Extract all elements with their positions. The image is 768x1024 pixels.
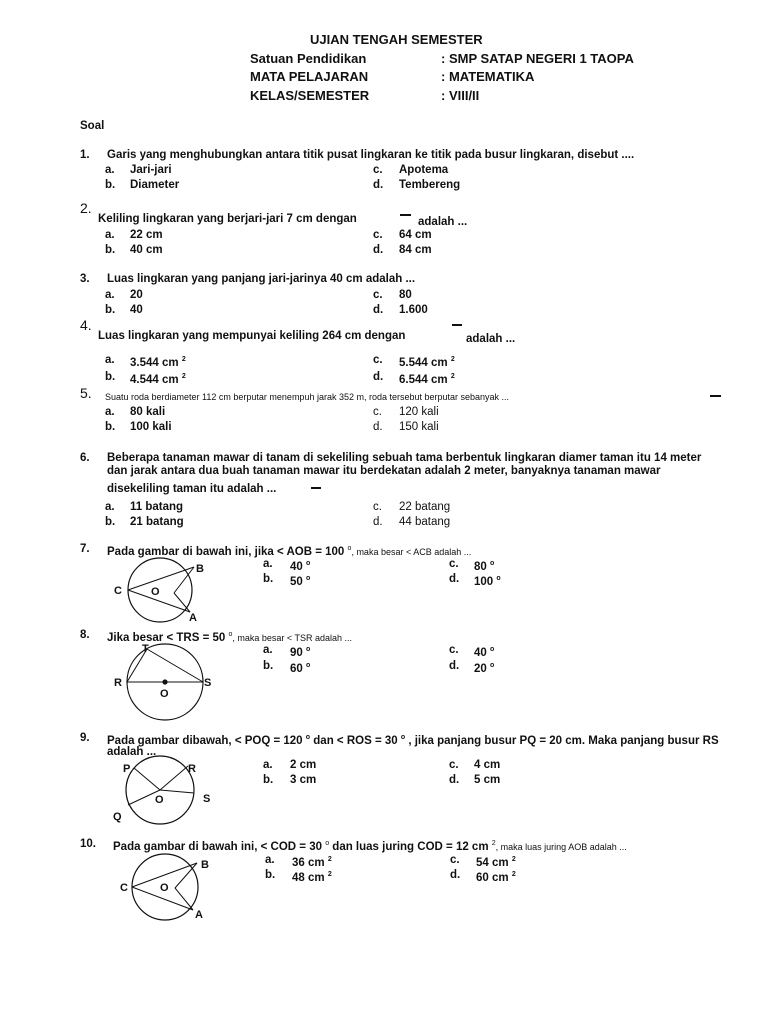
q8-opt-b-key: b. [263,660,274,672]
q2-text: Keliling lingkaran yang berjari-jari 7 cm dengan [98,213,357,225]
q8-label-t: T [142,643,149,655]
q9-label-r: R [188,763,196,775]
q9-label-p: P [123,763,131,775]
q6-opt-b-key: b. [105,516,116,528]
q6-line-2: dan jarak antara dua buah tanaman mawar itu berdekatan adalah 2 meter, banyaknya tanaman mawar [107,465,661,477]
q4-opt-b: 4.544 cm $^2$ [130,373,186,386]
q4-opt-a-key: a. [105,354,115,366]
q5-number: 5. [80,385,92,401]
q10-label-c: C [120,882,128,894]
q10-circle-figure [115,852,215,922]
q4-opt-c: 5.544 cm $^2$ [399,356,455,369]
q7-opt-c-key: c. [449,558,459,570]
q9-opt-b: 3 cm [290,774,317,786]
q6-number: 6. [80,452,90,464]
q2-fraction-dash [400,214,411,216]
q5-opt-b-key: b. [105,421,116,433]
q2-opt-d-key: d. [373,244,384,256]
q8-label-s: S [204,677,212,689]
q6-opt-d: 44 batang [399,516,451,528]
q1-number: 1. [80,149,90,161]
q2-opt-b: 40 cm [130,244,163,256]
q3-opt-d-key: d. [373,304,384,316]
q8-opt-c-key: c. [449,644,459,656]
q10-number: 10. [80,838,96,850]
q7-circle-figure [110,555,210,625]
q6-opt-b: 21 batang [130,516,184,528]
q8-label-r: R [114,677,122,689]
q7-chord-cb [128,567,194,590]
q7-opt-d-key: d. [449,573,460,585]
q8-center-dot [162,679,167,684]
q1-opt-d-key: d. [373,179,384,191]
q6-opt-a: 11 batang [130,501,184,513]
q7-opt-d: 100 $^o$ [474,575,501,588]
q10-opt-b-key: b. [265,869,276,881]
q10-label-a: A [195,909,203,921]
q7-opt-a: 40 $^o$ [290,560,311,573]
header-label-satuan: Satuan Pendidikan [250,51,367,66]
q9-opt-c: 4 cm [474,759,501,771]
q5-opt-a: 80 kali [130,406,166,418]
q4-text: Luas lingkaran yang mempunyai keliling 264 cm dengan [98,330,406,342]
q10-label-o: O [160,882,169,894]
q8-circle-figure [110,641,210,706]
q8-text: Jika besar < TRS = 50 $^o$, maka besar < TSR adalah ... [107,631,353,644]
q9-label-s: S [203,793,211,805]
q4-opt-d: 6.544 cm $^2$ [399,373,455,386]
q8-opt-a: 90 $^o$ [290,646,311,659]
q8-opt-d-key: d. [449,660,460,672]
q2-opt-c: 64 cm [399,229,432,241]
q7-circle [128,558,192,622]
q1-opt-a-key: a. [105,164,115,176]
q10-opt-c-key: c. [450,854,460,866]
q7-label-o: O [151,586,160,598]
q4-opt-c-key: c. [373,354,383,366]
q8-opt-d: 20 $^o$ [474,662,495,675]
q8-opt-b: 60 $^o$ [290,662,311,675]
q10-text: Pada gambar di bawah ini, < COD = 30 $^o$ dan luas juring COD = 12 cm $^2$, maka luas juring AOB adalah ... [113,840,627,853]
q6-opt-c: 22 batang [399,501,451,513]
q9-label-o: O [155,794,164,806]
q7-opt-b-key: b. [263,573,274,585]
q6-opt-d-key: d. [373,516,383,528]
q4-suffix: adalah ... [466,333,516,345]
q1-opt-c-key: c. [373,164,383,176]
q2-opt-a-key: a. [105,229,115,241]
q7-opt-b: 50 $^o$ [290,575,311,588]
q5-text: Suatu roda berdiameter 112 cm berputar menempuh jarak 352 m, roda tersebut berputar sebanyak ... [105,392,510,402]
q3-opt-b: 40 [130,304,143,316]
header-label-kelas: KELAS/SEMESTER [250,88,370,103]
q3-opt-c: 80 [399,289,412,301]
q4-number: 4. [80,317,92,333]
q6-opt-c-key: c. [373,501,382,513]
q10-opt-a: 36 cm $^2$ [292,856,332,869]
q1-opt-a: Jari-jari [130,164,172,176]
q10-opt-d: 60 cm $^2$ [476,871,516,884]
q9-radius-os [160,790,194,793]
q3-number: 3. [80,273,90,285]
q6-opt-a-key: a. [105,501,115,513]
q1-opt-c: Apotema [399,164,449,176]
page-title: UJIAN TENGAH SEMESTER [310,32,483,47]
q6-line-1: Beberapa tanaman mawar di tanam di sekeliling sebuah tama berbentuk lingkaran diamer taman itu 14 meter [107,452,702,464]
q5-opt-d-key: d. [373,421,383,433]
q3-opt-d: 1.600 [399,304,428,316]
q1-opt-b-key: b. [105,179,116,191]
q8-number: 8. [80,629,90,641]
q2-opt-c-key: c. [373,229,383,241]
q7-number: 7. [80,543,90,555]
q9-opt-b-key: b. [263,774,274,786]
q3-opt-b-key: b. [105,304,116,316]
q8-opt-a-key: a. [263,644,273,656]
q5-opt-a-key: a. [105,406,115,418]
q10-opt-a-key: a. [265,854,275,866]
q9-radius-op [134,768,160,790]
q7-label-a: A [189,612,197,624]
q9-label-q: Q [113,811,122,823]
q9-opt-a-key: a. [263,759,273,771]
q7-text: Pada gambar di bawah ini, jika < AOB = 100 $^o$, maka besar < ACB adalah ... [107,545,472,558]
q7-opt-c: 80 $^o$ [474,560,495,573]
q1-opt-b: Diameter [130,179,180,191]
q4-opt-a: 3.544 cm $^2$ [130,356,186,369]
q1-opt-d: Tembereng [399,179,461,191]
q5-opt-d: 150 kali [399,421,439,433]
q4-opt-b-key: b. [105,371,116,383]
q3-text: Luas lingkaran yang panjang jari-jarinya 40 cm adalah ... [107,273,416,285]
q5-opt-c-key: c. [373,406,382,418]
q9-opt-d: 5 cm [474,774,501,786]
q9-number: 9. [80,732,90,744]
q10-opt-d-key: d. [450,869,461,881]
q5-dash [710,395,721,397]
header-value-mapel: : MATEMATIKA [441,69,535,84]
q8-chord-ts [147,649,203,682]
q2-suffix: adalah ... [418,216,468,228]
q7-label-b: B [196,563,204,575]
q9-circle-figure [110,758,215,823]
q9-radius-or [160,766,188,790]
q1-text: Garis yang menghubungkan antara titik pusat lingkaran ke titik pada busur lingkaran, disebut .... [107,149,635,161]
q9-opt-a: 2 cm [290,759,317,771]
header-value-kelas: : VIII/II [441,88,480,103]
q2-opt-d: 84 cm [399,244,432,256]
q6-line-3: disekeliling taman itu adalah ... [107,483,277,495]
header-label-mapel: MATA PELAJARAN [250,69,369,84]
q2-number: 2. [80,200,92,216]
q10-opt-b: 48 cm $^2$ [292,871,332,884]
q9-opt-d-key: d. [449,774,460,786]
q3-opt-a: 20 [130,289,143,301]
q4-opt-d-key: d. [373,371,384,383]
q10-opt-c: 54 cm $^2$ [476,856,516,869]
q8-label-o: O [160,688,169,700]
q2-opt-b-key: b. [105,244,116,256]
q9-line-1: Pada gambar dibawah, < POQ = 120 $^o$ dan < ROS = 30 $^o$ , jika panjang busur PQ = 20 cm. Maka panjang busur RS [107,734,719,747]
q3-opt-a-key: a. [105,289,115,301]
q6-dash [311,487,321,489]
q2-opt-a: 22 cm [130,229,163,241]
q4-fraction-dash [452,324,462,326]
q9-opt-c-key: c. [449,759,459,771]
q7-label-c: C [114,585,122,597]
q8-opt-c: 40 $^o$ [474,646,495,659]
q5-opt-c: 120 kali [399,406,439,418]
q5-opt-b: 100 kali [130,421,172,433]
q3-opt-c-key: c. [373,289,383,301]
q10-label-b: B [201,859,209,871]
soal-label: Soal [80,120,105,132]
q7-opt-a-key: a. [263,558,273,570]
header-value-satuan: : SMP SATAP NEGERI 1 TAOPA [441,51,634,66]
q9-line-2: adalah ... [107,746,157,758]
